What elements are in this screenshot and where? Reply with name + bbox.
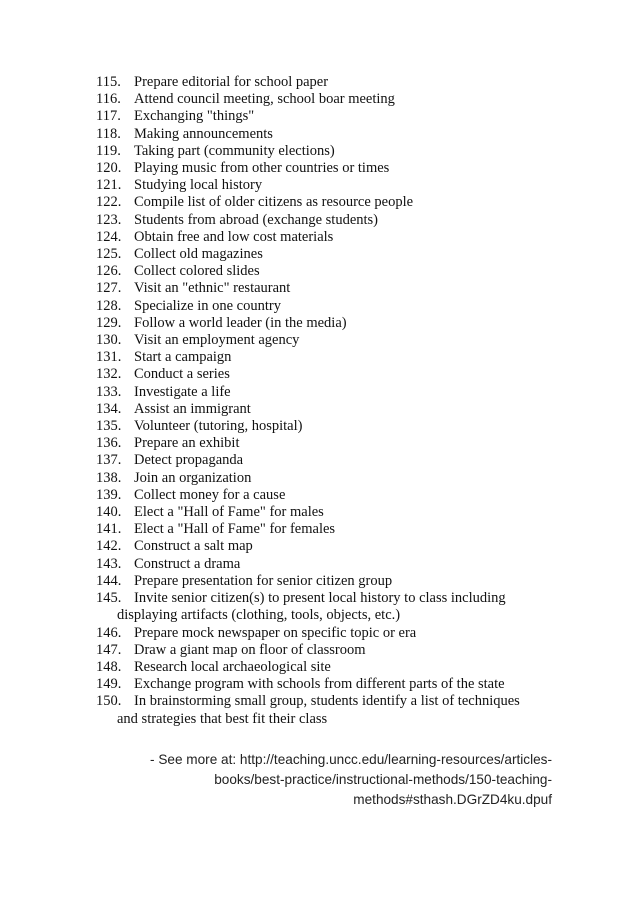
item-text: Collect old magazines <box>134 246 263 263</box>
item-number: 142. <box>96 538 122 555</box>
item-text: Prepare mock newspaper on specific topic or era <box>134 624 417 641</box>
list-item <box>96 676 566 693</box>
item-text: Visit an "ethnic" restaurant <box>134 280 291 297</box>
list-item <box>96 263 566 280</box>
list-item <box>96 229 566 246</box>
item-number: 146. <box>96 624 122 641</box>
item-number: 140. <box>96 504 122 521</box>
item-text: Prepare presentation for senior citizen group <box>134 572 393 589</box>
source-line-1: - See more at: http://teaching.uncc.edu/learning-resources/articles- <box>150 752 552 767</box>
list-item <box>96 573 566 590</box>
list-item <box>96 349 566 366</box>
item-number: 117. <box>96 108 121 125</box>
item-number: 129. <box>96 314 122 331</box>
item-text: Detect propaganda <box>134 452 244 469</box>
item-text: Invite senior citizen(s) to present local history to class including <box>134 590 506 607</box>
item-text: Conduct a series <box>134 366 230 383</box>
list-item <box>96 693 566 727</box>
item-number: 132. <box>96 366 122 383</box>
item-number: 127. <box>96 280 122 297</box>
list-item <box>96 298 566 315</box>
item-number: 128. <box>96 297 122 314</box>
item-number: 122. <box>96 194 122 211</box>
list-item <box>96 625 566 642</box>
item-text: Students from abroad (exchange students) <box>134 211 379 228</box>
item-text: Construct a salt map <box>134 538 253 555</box>
source-citation <box>92 750 552 810</box>
item-text: Start a campaign <box>134 349 232 366</box>
item-text: Making announcements <box>134 125 273 142</box>
list-item <box>96 108 566 125</box>
item-number: 148. <box>96 658 122 675</box>
item-number: 135. <box>96 418 122 435</box>
source-line-3: methods#sthash.DGrZD4ku.dpuf <box>353 792 552 807</box>
item-text: Exchange program with schools from different parts of the state <box>134 676 505 693</box>
item-text: Assist an immigrant <box>134 400 251 417</box>
list-item <box>96 470 566 487</box>
list-item <box>96 74 566 91</box>
teaching-methods-list <box>96 74 566 728</box>
item-text: Taking part (community elections) <box>134 142 335 159</box>
item-text: Visit an employment agency <box>134 332 300 349</box>
list-item <box>96 212 566 229</box>
item-text: Elect a "Hall of Fame" for females <box>134 521 336 538</box>
list-item <box>96 435 566 452</box>
item-text: Obtain free and low cost materials <box>134 228 334 245</box>
item-text: Studying local history <box>134 177 263 194</box>
item-number: 145. <box>96 590 122 607</box>
item-number: 125. <box>96 246 122 263</box>
item-number: 147. <box>96 641 122 658</box>
list-item <box>96 487 566 504</box>
item-text: Exchanging "things" <box>134 108 255 125</box>
item-number: 141. <box>96 521 122 538</box>
list-item <box>96 315 566 332</box>
item-number: 149. <box>96 676 122 693</box>
item-number: 133. <box>96 383 122 400</box>
item-text: Collect colored slides <box>134 263 260 280</box>
list-item <box>96 194 566 211</box>
list-item <box>96 246 566 263</box>
list-item <box>96 504 566 521</box>
list-item <box>96 401 566 418</box>
source-line-2: books/best-practice/instructional-methods/150-teaching- <box>214 772 552 787</box>
item-number: 123. <box>96 211 122 228</box>
list-item <box>96 418 566 435</box>
item-number: 126. <box>96 263 122 280</box>
item-text: Research local archaeological site <box>134 658 331 675</box>
item-text: Draw a giant map on floor of classroom <box>134 641 366 658</box>
item-text: Specialize in one country <box>134 297 281 314</box>
item-number: 130. <box>96 332 122 349</box>
item-number: 134. <box>96 400 122 417</box>
list-item <box>96 452 566 469</box>
item-text: Investigate a life <box>134 383 231 400</box>
item-number: 119. <box>96 142 121 159</box>
item-text: Collect money for a cause <box>134 486 286 503</box>
item-text: Construct a drama <box>134 555 241 572</box>
list-item <box>96 659 566 676</box>
item-text: Attend council meeting, school boar meeting <box>134 91 395 108</box>
item-number: 121. <box>96 177 122 194</box>
item-number: 118. <box>96 125 121 142</box>
list-item <box>96 556 566 573</box>
list-item <box>96 590 566 624</box>
item-text: Join an organization <box>134 469 252 486</box>
list-item <box>96 160 566 177</box>
item-number: 143. <box>96 555 122 572</box>
item-number: 150. <box>96 693 122 710</box>
item-text: Prepare editorial for school paper <box>134 74 329 90</box>
list-item <box>96 177 566 194</box>
list-item <box>96 366 566 383</box>
list-item <box>96 384 566 401</box>
item-number: 131. <box>96 349 122 366</box>
item-text: Playing music from other countries or times <box>134 160 390 177</box>
list-item <box>96 642 566 659</box>
item-text-continuation: displaying artifacts (clothing, tools, objects, etc.) <box>117 607 401 624</box>
item-text: Follow a world leader (in the media) <box>134 314 347 331</box>
list-item <box>96 280 566 297</box>
list-item <box>96 91 566 108</box>
item-text: Compile list of older citizens as resource people <box>134 194 414 211</box>
list-item <box>96 521 566 538</box>
item-number: 115. <box>96 74 121 90</box>
item-text: Volunteer (tutoring, hospital) <box>134 418 303 435</box>
item-number: 144. <box>96 572 122 589</box>
item-text: In brainstorming small group, students identify a list of techniques <box>134 693 520 710</box>
list-item <box>96 143 566 160</box>
item-text: Elect a "Hall of Fame" for males <box>134 504 324 521</box>
item-number: 124. <box>96 228 122 245</box>
item-text: Prepare an exhibit <box>134 435 240 452</box>
item-text-continuation: and strategies that best fit their class <box>117 710 328 727</box>
item-number: 138. <box>96 469 122 486</box>
list-item <box>96 332 566 349</box>
item-number: 137. <box>96 452 122 469</box>
item-number: 139. <box>96 486 122 503</box>
list-item <box>96 126 566 143</box>
list-item <box>96 538 566 555</box>
item-number: 120. <box>96 160 122 177</box>
item-number: 136. <box>96 435 122 452</box>
item-number: 116. <box>96 91 121 108</box>
